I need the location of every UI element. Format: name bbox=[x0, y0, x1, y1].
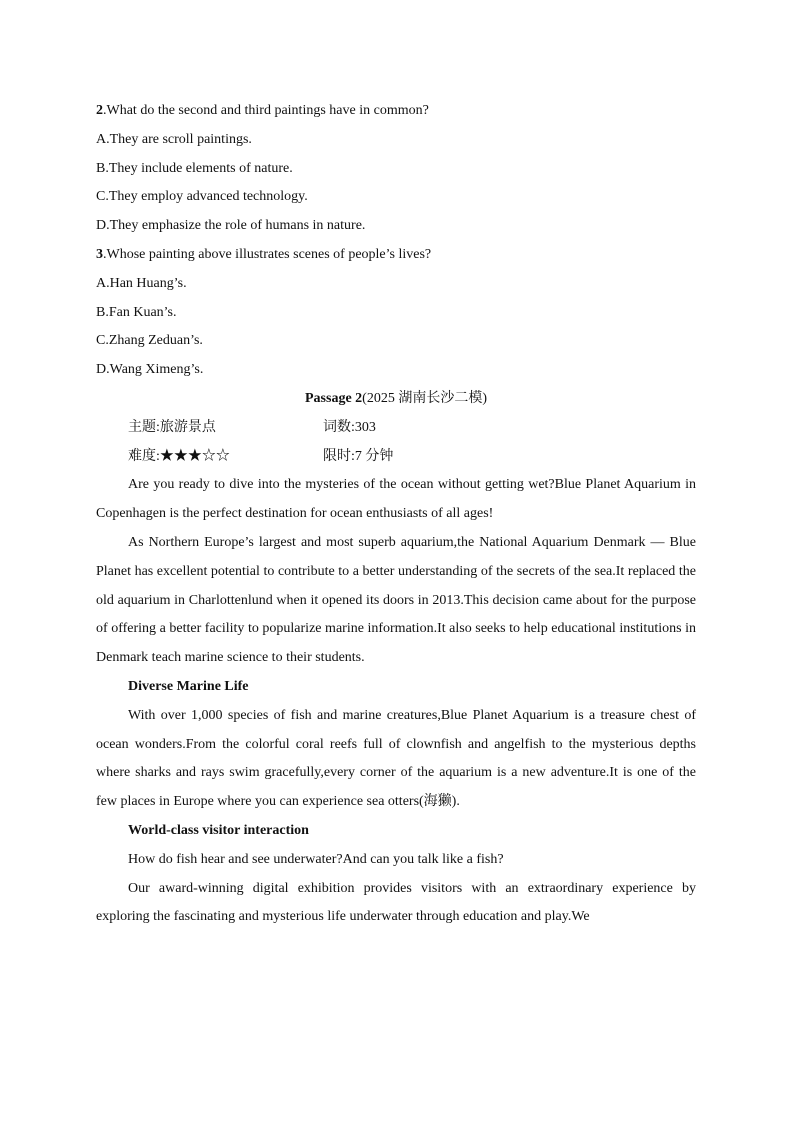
question-2-option-d: D.They emphasize the role of humans in nature. bbox=[96, 218, 366, 234]
section-heading-diverse-marine-life: Diverse Marine Life bbox=[128, 678, 249, 694]
question-3-option-c: C.Zhang Zeduan’s. bbox=[96, 333, 203, 349]
question-text: .Whose painting above illustrates scenes of people’s lives? bbox=[103, 246, 432, 262]
passage-topic: 主题:旅游景点 bbox=[128, 419, 216, 435]
passage-title-bold: Passage 2 bbox=[305, 390, 363, 406]
question-2-option-b: B.They include elements of nature. bbox=[96, 160, 293, 176]
section-heading-visitor-interaction: World-class visitor interaction bbox=[128, 822, 309, 838]
passage-title bbox=[96, 385, 696, 414]
question-3-stem bbox=[96, 241, 696, 270]
question-2-option-c: C.They employ advanced technology. bbox=[96, 189, 308, 205]
question-2-option-a: A.They are scroll paintings. bbox=[96, 131, 252, 147]
passage-word-count: 词数:303 bbox=[323, 419, 376, 435]
question-2-stem bbox=[96, 97, 696, 126]
passage-title-source: (2025 湖南长沙二模) bbox=[362, 390, 487, 406]
passage-paragraph-4: How do fish hear and see underwater?And can you talk like a fish? bbox=[128, 851, 504, 867]
question-3-option-b: B.Fan Kuan’s. bbox=[96, 304, 177, 320]
question-3-option-d: D.Wang Ximeng’s. bbox=[96, 362, 204, 378]
question-number: 3 bbox=[96, 246, 103, 262]
passage-paragraph-2: As Northern Europe’s largest and most superb aquarium,the National Aquarium Denmark — Blue Planet has excellent potential to contribute to a better understanding of the secrets of the sea.It replaced the old aquarium in Charlottenlund when it opened its doors in 2013.This decision came about for the purpose of offering a better facility to popularize marine information.It also seeks to help educational institutions in Denmark teach marine science to their students. bbox=[96, 534, 696, 666]
passage-time-limit: 限时:7 分钟 bbox=[323, 448, 394, 464]
question-3-option-a: A.Han Huang’s. bbox=[96, 275, 187, 291]
question-text: .What do the second and third paintings have in common? bbox=[103, 103, 429, 118]
passage-paragraph-1: Are you ready to dive into the mysteries of the ocean without getting wet?Blue Planet Aquarium in Copenhagen is the perfect destination for ocean enthusiasts of all ages! bbox=[96, 477, 696, 522]
passage-meta-row-1 bbox=[96, 414, 696, 443]
question-number: 2 bbox=[96, 103, 103, 118]
passage-paragraph-3: With over 1,000 species of fish and marine creatures,Blue Planet Aquarium is a treasure chest of ocean wonders.From the colorful coral reefs full of clownfish and angelfish to the mysterious depths where sharks and rays swim gracefully,every corner of the aquarium is a new adventure.It is one of the few places in Europe where you can experience sea otters(海獭). bbox=[96, 707, 696, 810]
document-content bbox=[96, 97, 696, 932]
passage-difficulty: 难度:★★★☆☆ bbox=[128, 448, 230, 464]
passage-paragraph-5: Our award-winning digital exhibition provides visitors with an extraordinary experience by exploring the fascinating and mysterious life underwater through education and play.We bbox=[96, 880, 696, 925]
passage-meta-row-2 bbox=[96, 443, 696, 472]
